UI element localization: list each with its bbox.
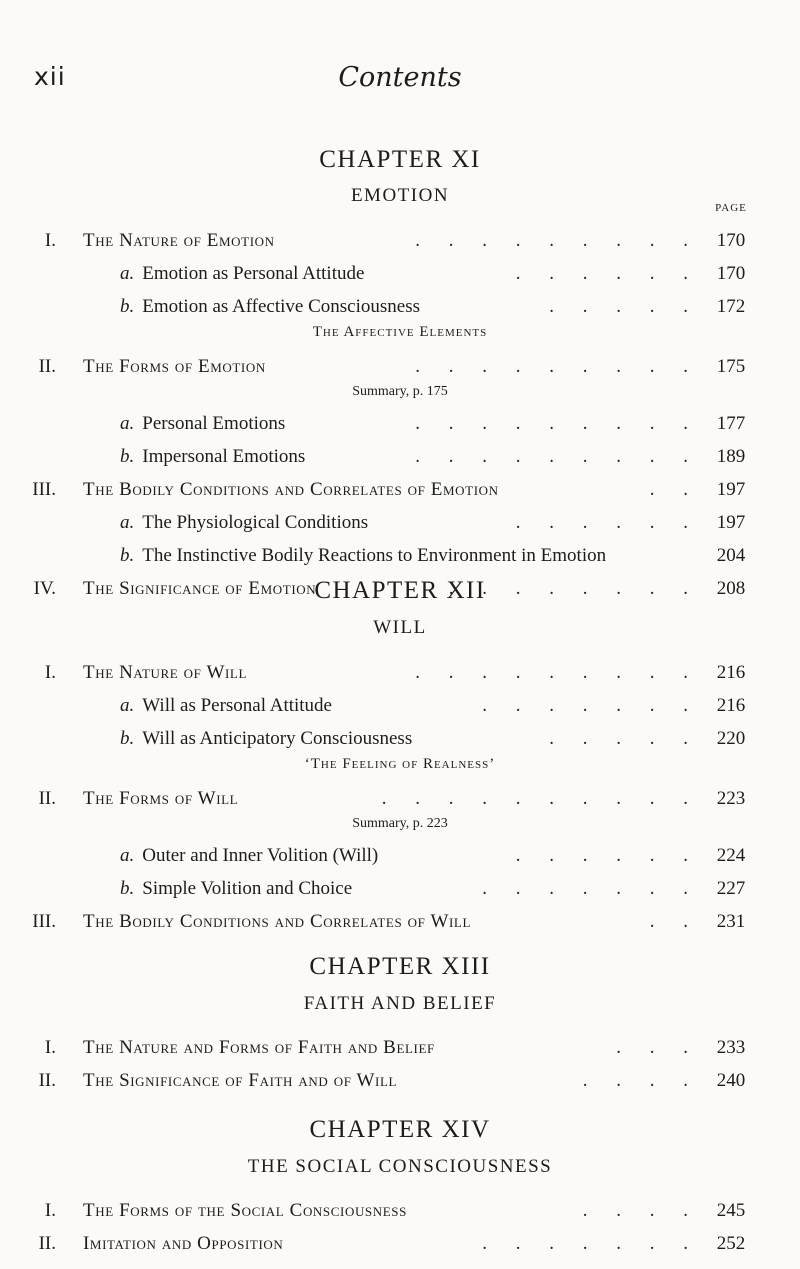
toc-subentry — [0, 545, 800, 571]
entry-numeral: I. — [44, 1200, 56, 1221]
entry-letter: a. — [120, 845, 135, 866]
entry-numeral: III. — [32, 479, 56, 500]
toc-subentry — [0, 845, 800, 871]
toc-entry — [0, 356, 800, 382]
dot-leader: . . . . . . . — [482, 695, 700, 716]
entry-letter: b. — [120, 446, 135, 467]
toc-subentry — [0, 512, 800, 538]
entry-title — [120, 695, 332, 717]
entry-title-text: The Bodily Conditions and Correlates of Will — [83, 911, 472, 932]
chapter-heading: CHAPTER XII — [314, 577, 486, 604]
entry-title-text: The Significance of Faith and of Will — [83, 1070, 398, 1091]
toc-entry — [0, 911, 800, 937]
entry-title — [120, 413, 285, 435]
entry-title — [120, 728, 412, 750]
entry-page-number: 216 — [716, 695, 746, 716]
dot-leader: . . . . . . . . . . — [381, 788, 700, 809]
entry-numeral: III. — [32, 911, 56, 932]
summary-note: Summary, p. 223 — [352, 816, 448, 831]
dot-leader: . . — [649, 479, 700, 500]
dot-leader: . . . . . . — [515, 845, 700, 866]
entry-page-number: 245 — [716, 1200, 746, 1221]
entry-title — [83, 1037, 435, 1059]
entry-title-text: The Nature of Emotion — [83, 230, 275, 251]
toc-entry — [0, 1200, 800, 1226]
entry-numeral: II. — [38, 356, 56, 377]
page-column-label: PAGE — [715, 202, 747, 214]
subsection-note: The Affective Elements — [312, 324, 488, 340]
entry-title — [83, 479, 499, 501]
entry-title — [120, 512, 368, 534]
entry-letter: a. — [120, 695, 135, 716]
entry-title-text: The Nature and Forms of Faith and Belief — [83, 1037, 435, 1058]
entry-numeral: II. — [38, 788, 56, 809]
dot-leader: . . — [649, 911, 700, 932]
entry-title-text: The Forms of Will — [83, 788, 239, 809]
dot-leader: . . . . . . — [515, 263, 700, 284]
entry-page-number: 216 — [716, 662, 746, 683]
chapter-subject: EMOTION — [350, 185, 450, 206]
page-header — [0, 62, 800, 102]
entry-title — [120, 296, 420, 318]
summary-note: Summary, p. 175 — [352, 384, 448, 399]
entry-title — [120, 263, 364, 285]
toc-subentry — [0, 728, 800, 754]
dot-leader: . . . . . . . . . — [415, 413, 700, 434]
entry-page-number: 233 — [716, 1037, 746, 1058]
chapter-subject: THE SOCIAL CONSCIOUSNESS — [247, 1156, 553, 1177]
entry-title — [120, 845, 378, 867]
entry-title — [120, 446, 305, 468]
entry-title — [83, 1070, 397, 1092]
dot-leader: . . . . . — [549, 728, 700, 749]
dot-leader: . . . . . — [549, 296, 700, 317]
entry-letter: b. — [120, 296, 135, 317]
subsection-note: ‘The Feeling of Realness’ — [304, 756, 496, 772]
entry-title-text: The Forms of Emotion — [83, 356, 266, 377]
entry-page-number: 197 — [716, 479, 746, 500]
entry-title-text: Personal Emotions — [142, 413, 286, 434]
dot-leader: . . . . . . . . . — [415, 662, 700, 683]
toc-entry — [0, 1233, 800, 1259]
toc-subentry — [0, 446, 800, 472]
dot-leader: . . . . . . . . . — [415, 356, 700, 377]
entry-title-text: Imitation and Opposition — [83, 1233, 284, 1254]
entry-title-text: Outer and Inner Volition (Will) — [142, 845, 379, 866]
toc-subentry — [0, 878, 800, 904]
dot-leader: . . . . . . . — [482, 1233, 700, 1254]
entry-page-number: 170 — [716, 230, 746, 251]
dot-leader: . . . . . . . — [482, 878, 700, 899]
entry-letter: b. — [120, 545, 135, 566]
entry-title-text: Impersonal Emotions — [142, 446, 306, 467]
entry-title — [83, 788, 238, 810]
toc-subentry — [0, 263, 800, 289]
entry-page-number: 204 — [716, 545, 746, 566]
entry-title — [120, 545, 606, 567]
entry-title-text: The Significance of Emotion — [83, 578, 317, 599]
toc-subentry — [0, 296, 800, 322]
entry-letter: a. — [120, 263, 135, 284]
dot-leader: . . . — [616, 1037, 700, 1058]
entry-letter: a. — [120, 512, 135, 533]
entry-title-text: The Physiological Conditions — [142, 512, 369, 533]
entry-title — [120, 878, 352, 900]
entry-letter: a. — [120, 413, 135, 434]
entry-title — [83, 356, 266, 378]
dot-leader: . . . . . . . . — [448, 578, 700, 599]
entry-title-text: The Bodily Conditions and Correlates of Emotion — [83, 479, 499, 500]
entry-numeral: I. — [44, 662, 56, 683]
entry-numeral: I. — [44, 1037, 56, 1058]
entry-page-number: 189 — [716, 446, 746, 467]
toc-subentry — [0, 695, 800, 721]
entry-title — [83, 662, 247, 684]
entry-page-number: 177 — [716, 413, 746, 434]
entry-numeral: II. — [38, 1233, 56, 1254]
chapter-subject: WILL — [373, 617, 427, 638]
entry-page-number: 172 — [716, 296, 746, 317]
entry-letter: b. — [120, 728, 135, 749]
dot-leader: . . . . — [582, 1200, 700, 1221]
toc-entry — [0, 479, 800, 505]
entry-title-text: Emotion as Personal Attitude — [142, 263, 365, 284]
entry-numeral: II. — [38, 1070, 56, 1091]
entry-page-number: 170 — [716, 263, 746, 284]
entry-page-number: 231 — [716, 911, 746, 932]
entry-title-text: The Forms of the Social Consciousness — [83, 1200, 407, 1221]
entry-page-number: 197 — [716, 512, 746, 533]
entry-numeral: I. — [44, 230, 56, 251]
chapter-heading: CHAPTER XIII — [309, 953, 491, 980]
page-folio: xii — [34, 62, 66, 91]
dot-leader: . . . . . . — [515, 512, 700, 533]
entry-page-number: 224 — [716, 845, 746, 866]
dot-leader: . . . . . . . . . — [415, 230, 700, 251]
entry-title — [83, 1233, 283, 1255]
entry-title — [83, 230, 275, 252]
entry-page-number: 227 — [716, 878, 746, 899]
entry-title-text: The Instinctive Bodily Reactions to Environment in Emotion — [142, 545, 607, 566]
toc-entry — [0, 1037, 800, 1063]
chapter-subject: FAITH AND BELIEF — [303, 993, 497, 1014]
entry-page-number: 220 — [716, 728, 746, 749]
entry-title — [83, 1200, 407, 1222]
chapter-heading: CHAPTER XI — [319, 146, 481, 173]
toc-entry — [0, 1070, 800, 1096]
entry-page-number: 223 — [716, 788, 746, 809]
entry-letter: b. — [120, 878, 135, 899]
entry-page-number: 208 — [716, 578, 746, 599]
toc-subentry — [0, 413, 800, 439]
entry-page-number: 175 — [716, 356, 746, 377]
entry-numeral: IV. — [33, 578, 56, 599]
chapter-heading: CHAPTER XIV — [309, 1116, 491, 1143]
entry-title-text: The Nature of Will — [83, 662, 248, 683]
dot-leader: . . . . . . . . . — [415, 446, 700, 467]
running-head: Contents — [338, 62, 462, 93]
toc-entry — [0, 788, 800, 814]
entry-page-number: 240 — [716, 1070, 746, 1091]
entry-title-text: Simple Volition and Choice — [142, 878, 353, 899]
entry-title-text: Will as Anticipatory Consciousness — [142, 728, 413, 749]
toc-entry — [0, 662, 800, 688]
entry-page-number: 252 — [716, 1233, 746, 1254]
entry-title-text: Will as Personal Attitude — [142, 695, 332, 716]
entry-title — [83, 911, 471, 933]
toc-entry — [0, 230, 800, 256]
dot-leader: . . . . — [582, 1070, 700, 1091]
entry-title-text: Emotion as Affective Consciousness — [142, 296, 421, 317]
